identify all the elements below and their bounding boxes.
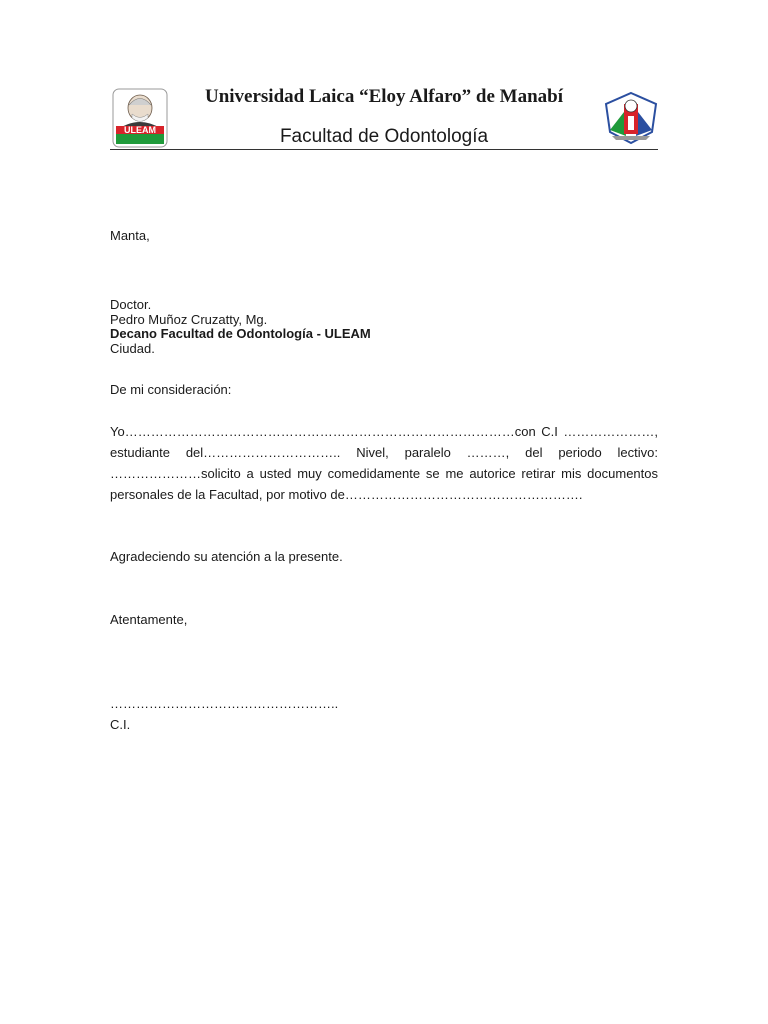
signature-id-label: C.I.	[110, 717, 131, 732]
recipient-name: Pedro Muñoz Cruzatty, Mg.	[110, 311, 268, 327]
university-name: Universidad Laica “Eloy Alfaro” de Manabí	[204, 86, 564, 107]
recipient-city: Ciudad.	[110, 340, 155, 356]
faculty-crest-logo	[602, 90, 660, 146]
closing-line: Atentamente,	[110, 612, 188, 627]
thanks-line: Agradeciendo su atención a la presente.	[110, 549, 343, 564]
salutation: De mi consideración:	[110, 382, 232, 397]
letter-body-paragraph: Yo………………………………………………………………………………con C.I …………………, estudiante del………………………….. Nivel, paralelo ………, del periodo lectivo: …………………solicito a usted muy comedidamente se me autorice retirar mis documentos personales de la Facultad, por motivo de……………………………………………….	[110, 424, 658, 502]
header-divider	[110, 149, 658, 150]
recipient-position: Decano Facultad de Odontología - ULEAM	[110, 326, 371, 341]
signature-line: ……………………………………………..	[110, 696, 339, 711]
faculty-name: Facultad de Odontología	[279, 126, 489, 147]
uleam-logo	[112, 88, 168, 148]
svg-text:ULEAM: ULEAM	[124, 125, 156, 135]
recipient-title: Doctor.	[110, 297, 152, 312]
letter-city: Manta,	[110, 228, 150, 243]
